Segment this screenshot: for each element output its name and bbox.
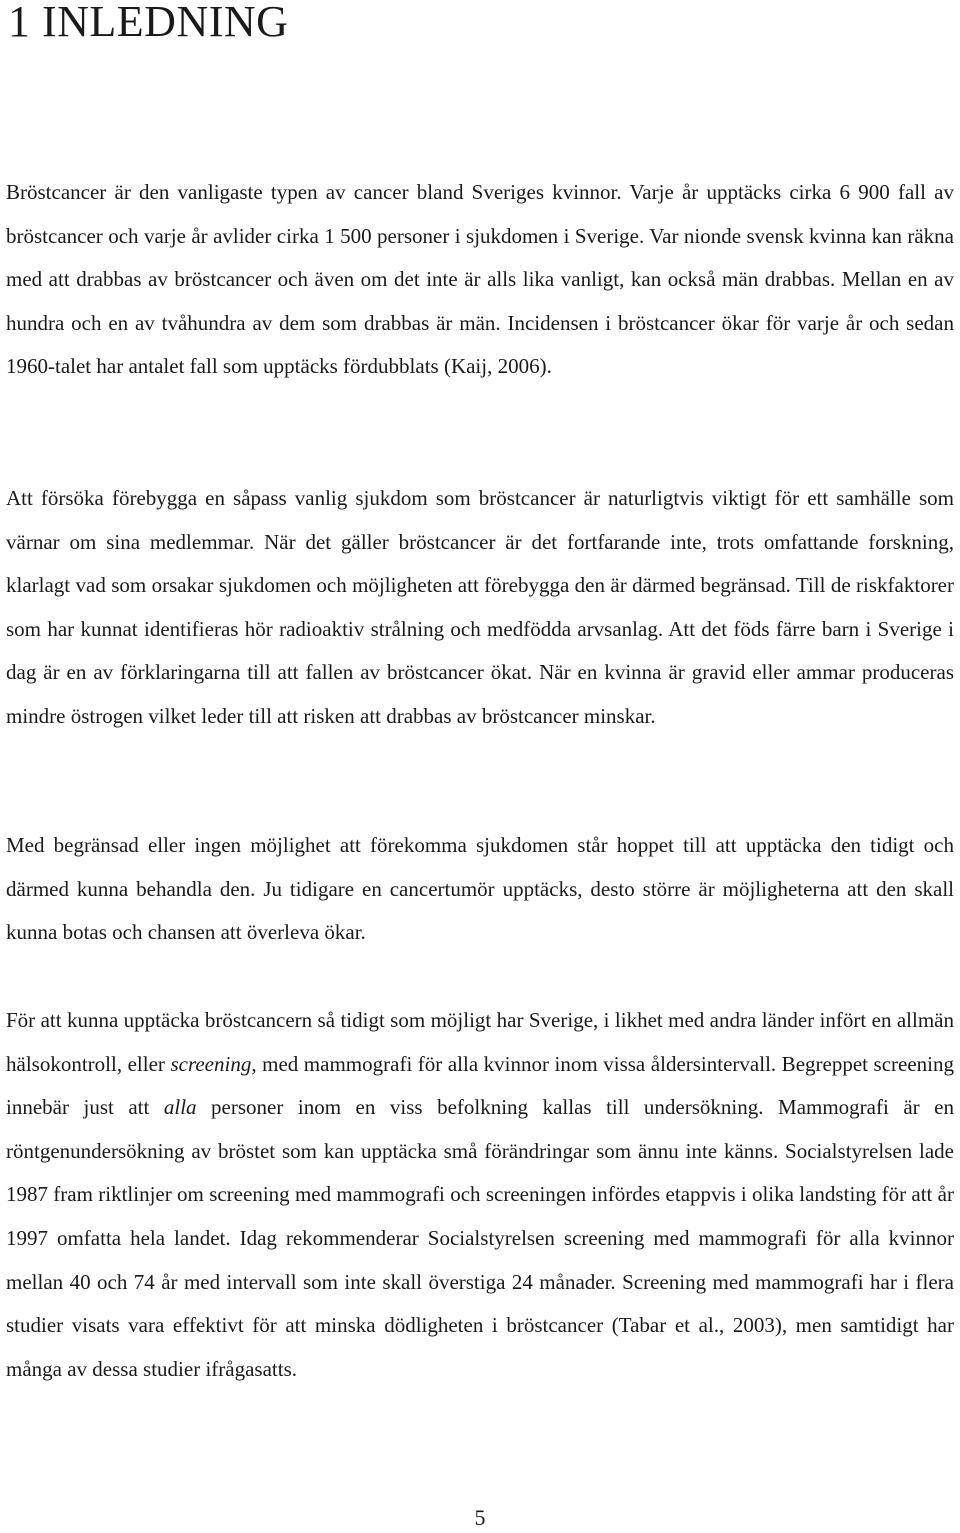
paragraph-incidence: Bröstcancer är den vanligaste typen av cancer bland Sveriges kvinnor. Varje år upptäcks cirka 6 900 fall av bröstcancer och varje år avlider cirka 1 500 personer i sjukdomen i Sverige. Var nionde svensk kvinna kan räkna med att drabbas av bröstcancer och även om det inte är alls lika vanligt, kan också män drabbas. Mellan en av hundra och en av tvåhundra av dem som drabbas är män. Incidensen i bröstcancer ökar för varje år och sedan 1960-talet har antalet fall som upptäcks fördubblats (Kaij, 2006). — [6, 180, 954, 379]
paragraph-screening — [6, 999, 954, 1391]
page-number: 5 — [474, 1505, 486, 1530]
paragraph-screening-text-1: För att kunna upptäcka bröstcancern så tidigt som möjligt har Sverige, i likhet med andra länder infört en allmän hälsokontroll, eller — [6, 1008, 954, 1076]
paragraph-early-detection: Med begränsad eller ingen möjlighet att förekomma sjukdomen står hoppet till att upptäcka den tidigt och därmed kunna behandla den. Ju tidigare en cancertumör upptäcks, desto större är möjligheterna att den skall kunna botas och chansen att överleva ökar. — [6, 833, 954, 945]
italic-term-screening: screening — [170, 1051, 252, 1076]
paragraph-screening-text-2: , med mammografi för alla kvinnor inom vissa åldersintervall. Begreppet screening innebär just att — [6, 1051, 954, 1120]
paragraph-screening-text-3: personer inom en viss befolkning kallas till undersökning. Mammografi är en röntgenundersökning av bröstet som kan upptäcka små förändringar som ännu inte känns. Socialstyrelsen lade 1987 fram riktlinjer om screening med mammografi och screeningen infördes etappvis i olika landsting för att år 1997 omfatta hela landet. Idag rekommenderar Socialstyrelsen screening med mammografi för alla kvinnor mellan 40 och 74 år med intervall som inte skall överstiga 24 månader. Screening med mammografi har i flera studier visats vara effektivt för att minska dödligheten i bröstcancer (Tabar et al., 2003), men samtidigt har många av dessa studier ifrågasatts. — [6, 1095, 954, 1381]
paragraph-prevention: Att försöka förebygga en såpass vanlig sjukdom som bröstcancer är naturligtvis viktigt för ett samhälle som värnar om sina medlemmar. När det gäller bröstcancer är det fortfarande inte, trots omfattande forskning, klarlagt vad som orsakar sjukdomen och möjligheten att förebygga den är därmed begränsad. Till de riskfaktorer som har kunnat identifieras hör radioaktiv strålning och medfödda arvsanlag. Att det föds färre barn i Sverige i dag är en av förklaringarna till att fallen av bröstcancer ökat. När en kvinna är gravid eller ammar produceras mindre östrogen vilket leder till att risken att drabbas av bröstcancer minskar. — [6, 486, 954, 728]
chapter-heading: 1 INLEDNING — [8, 0, 289, 46]
italic-term-alla: alla — [163, 1095, 197, 1120]
